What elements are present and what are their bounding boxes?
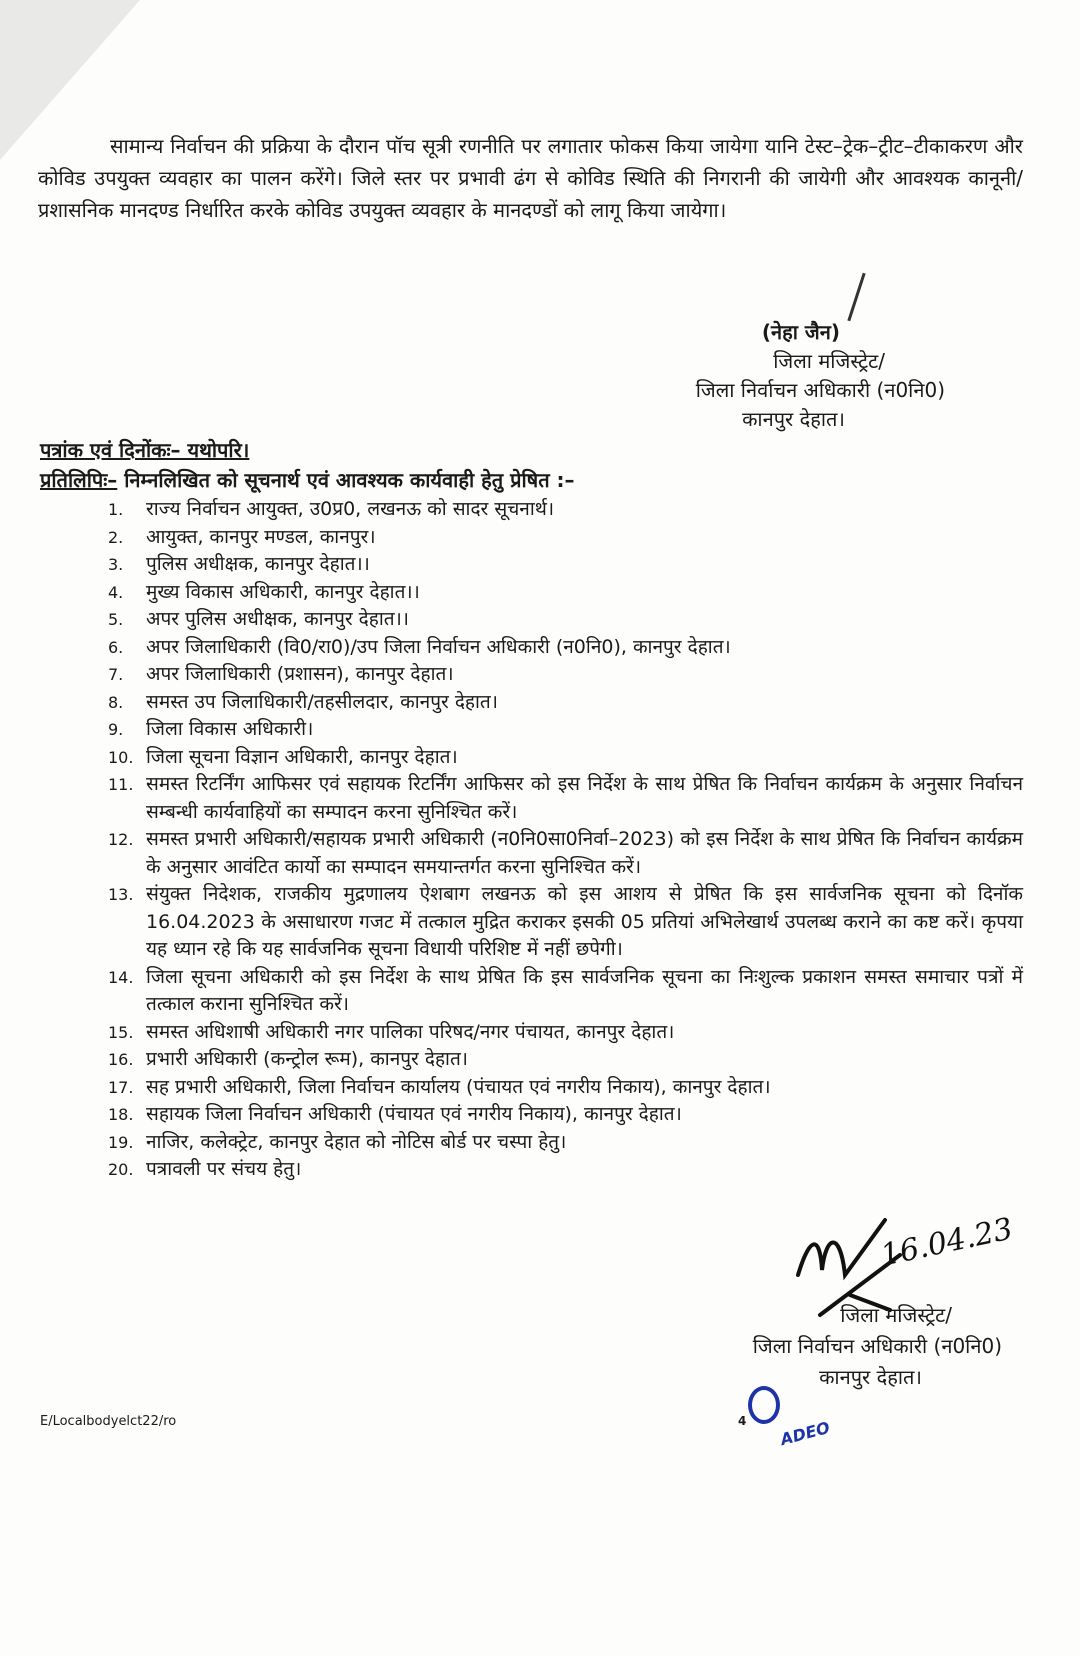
recipient-item	[108, 881, 1023, 964]
recipient-number: 3.	[108, 555, 124, 574]
recipient-number: 5.	[108, 610, 124, 629]
recipient-number: 17.	[108, 1077, 134, 1097]
recipient-text: राज्य निर्वाचन आयुक्त, उ0प्र0, लखनऊ को सादर सूचनार्थ।	[146, 498, 555, 520]
handwritten-date: 16.04.23	[877, 1211, 1016, 1274]
recipient-text: सहायक जिला निर्वाचन अधिकारी (पंचायत एवं नगरीय निकाय), कानपुर देहात।	[146, 1103, 682, 1125]
recipient-text: जिला सूचना अधिकारी को इस निर्देश के साथ प्रेषित कि इस सार्वजनिक सूचना का निःशुल्क प्रकाशन समस्त समाचार पत्रों में तत्काल कराना सुनिश्चित करें।	[146, 965, 1023, 1015]
recipient-text: पत्रावली पर संचय हेतु।	[146, 1158, 302, 1180]
recipient-text: समस्त उप जिलाधिकारी/तहसीलदार, कानपुर देहात।	[146, 690, 498, 713]
file-reference: E/Localbodyelct22/ro	[40, 1414, 177, 1429]
recipient-item	[108, 524, 1023, 552]
copy-label: प्रतिलिपिः–	[40, 468, 118, 492]
page-number: 4	[738, 1414, 747, 1428]
recipient-number: 6.	[108, 637, 124, 657]
recipient-number: 18.	[108, 1105, 134, 1124]
copy-text: निम्नलिखित को सूचनार्थ एवं आवश्यक कार्यवाही हेतु प्रेषित :–	[124, 468, 575, 492]
recipient-item	[108, 606, 1023, 634]
recipient-list	[108, 496, 1023, 1184]
recipient-item	[108, 1129, 1023, 1157]
recipient-number: 15.	[108, 1022, 134, 1042]
recipient-item	[108, 579, 1023, 607]
recipient-text: जिला सूचना विज्ञान अधिकारी, कानपुर देहात।	[146, 745, 458, 768]
recipient-number: 16.	[108, 1050, 134, 1069]
recipient-number: 20.	[108, 1160, 134, 1179]
recipient-number: 9.	[108, 720, 124, 739]
recipient-item	[108, 771, 1023, 826]
recipient-item	[108, 744, 1023, 772]
signatory-name: (नेहा जैन)	[761, 320, 840, 344]
signatory-designation: जिला निर्वाचन अधिकारी (न0नि0)	[695, 378, 945, 402]
recipient-item	[108, 1156, 1023, 1184]
recipient-text: आयुक्त, कानपुर मण्डल, कानपुर।	[146, 525, 376, 548]
signatory-location-2: कानपुर देहात।	[819, 1365, 922, 1389]
recipient-number: 8.	[108, 692, 124, 712]
recipient-text: समस्त प्रभारी अधिकारी/सहायक प्रभारी अधिकारी (न0नि0सा0निर्वा–2023) को इस निर्देश के साथ प्रेषित कि निर्वाचन कार्यक्रम के अनुसार आवंटित कार्यो का सम्पादन समयान्तर्गत करना सुनिश्चित करें।	[146, 828, 1023, 878]
signatory-title-2: जिला मजिस्ट्रेट/	[840, 1303, 952, 1327]
signatory-location: कानपुर देहात।	[742, 407, 845, 431]
recipient-item	[108, 1074, 1023, 1102]
recipient-number: 1.	[108, 500, 124, 519]
recipient-item	[108, 964, 1023, 1019]
signatory-title: जिला मजिस्ट्रेट/	[773, 349, 885, 373]
copy-heading	[40, 466, 575, 493]
body-paragraph: सामान्य निर्वाचन की प्रक्रिया के दौरान पॉच सूत्री रणनीति पर लगातार फोकस किया जायेगा यानि टेस्ट–ट्रेक–ट्रीट–टीकाकरण और कोविड उपयुक्त व्यवहार का पालन करेंगे। जिले स्तर पर प्रभावी ढंग से कोविड स्थिति की निगरानी की जायेगी और आवश्यक कानूनी/प्रशासनिक मानदण्ड निर्धारित करके कोविड उपयुक्त व्यवहार के मानदण्डों को लागू किया जायेगा।	[38, 134, 1023, 222]
recipient-text: मुख्य विकास अधिकारी, कानपुर देहात।।	[146, 580, 420, 603]
recipient-text: जिला विकास अधिकारी।	[146, 718, 314, 740]
recipient-text: अपर जिलाधिकारी (प्रशासन), कानपुर देहात।	[146, 663, 454, 685]
recipient-text: समस्त रिटर्निंग आफिसर एवं सहायक रिटर्निंग आफिसर को इस निर्देश के साथ प्रेषित कि निर्वाचन कार्यक्रम के अनुसार निर्वाचन सम्बन्धी कार्यवाहियों का सम्पादन करना सुनिश्चित करें।	[146, 773, 1023, 823]
recipient-item	[108, 689, 1023, 717]
recipient-number: 11.	[108, 775, 134, 794]
signature-mark	[847, 273, 865, 321]
recipient-item	[108, 1101, 1023, 1129]
stamp-initials: ADEO	[778, 1417, 832, 1450]
recipient-number: 7.	[108, 665, 124, 684]
recipient-number: 12.	[108, 830, 134, 849]
recipient-text: संयुक्त निदेशक, राजकीय मुद्रणालय ऐशबाग लखनऊ को इस आशय से प्रेषित कि इस सार्वजनिक सूचना को दिनॉक 16.04.2023 के असाधारण गजट में तत्काल मुद्रित कराकर इसकी 05 प्रतियां अभिलेखार्थ उपलब्ध कराने का कष्ट करें। कृपया यह ध्यान रहे कि यह सार्वजनिक सूचना विधायी परिशिष्ट में नहीं छपेगी।	[146, 883, 1023, 960]
recipient-item	[108, 826, 1023, 881]
recipient-text: प्रभारी अधिकारी (कन्ट्रोल रूम), कानपुर देहात।	[146, 1048, 468, 1070]
recipient-item	[108, 716, 1023, 744]
recipient-number: 19.	[108, 1132, 134, 1152]
recipient-text: अपर पुलिस अधीक्षक, कानपुर देहात।।	[146, 608, 410, 630]
recipient-text: नाजिर, कलेक्ट्रेट, कानपुर देहात को नोटिस बोर्ड पर चस्पा हेतु।	[146, 1130, 567, 1153]
ink-initial-mark	[748, 1386, 780, 1424]
reference-line: पत्रांक एवं दिनोंकः– यथोपरि।	[40, 438, 250, 462]
recipient-item	[108, 1046, 1023, 1074]
signatory-designation-2: जिला निर्वाचन अधिकारी (न0नि0)	[752, 1334, 1002, 1358]
recipient-number: 10.	[108, 747, 134, 767]
recipient-text: सह प्रभारी अधिकारी, जिला निर्वाचन कार्यालय (पंचायत एवं नगरीय निकाय), कानपुर देहात।	[146, 1075, 771, 1098]
recipient-item	[108, 634, 1023, 662]
recipient-number: 14.	[108, 967, 134, 987]
recipient-text: समस्त अधिशाषी अधिकारी नगर पालिका परिषद/नगर पंचायत, कानपुर देहात।	[146, 1020, 675, 1043]
recipient-number: 4.	[108, 582, 124, 602]
recipient-text: अपर जिलाधिकारी (वि0/रा0)/उप जिला निर्वाचन अधिकारी (न0नि0), कानपुर देहात।	[146, 635, 731, 658]
recipient-item	[108, 661, 1023, 689]
recipient-text: पुलिस अधीक्षक, कानपुर देहात।।	[146, 553, 370, 575]
recipient-item	[108, 496, 1023, 524]
recipient-item	[108, 551, 1023, 579]
recipient-number: 2.	[108, 527, 124, 547]
signature-block-bottom	[753, 1300, 1002, 1393]
signature-block-top	[585, 318, 945, 434]
recipient-number: 13.	[108, 885, 134, 904]
recipient-item	[108, 1019, 1023, 1047]
